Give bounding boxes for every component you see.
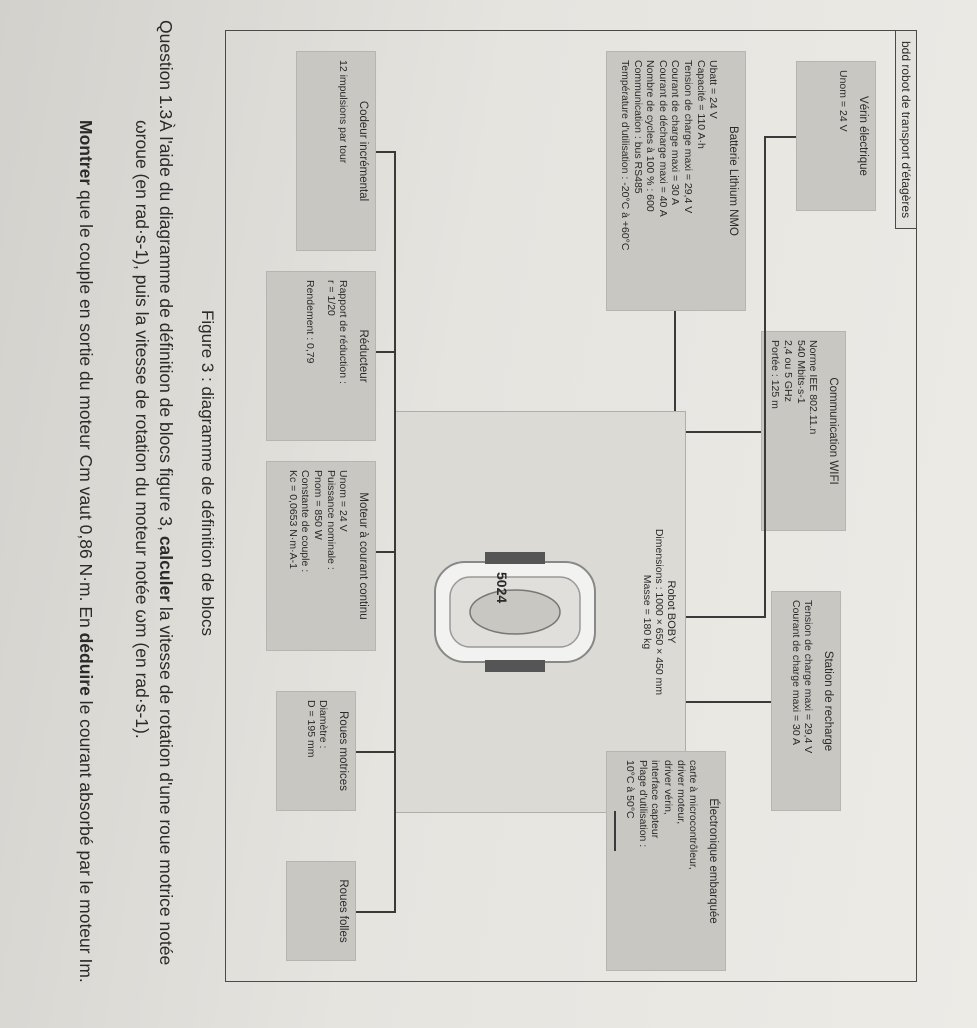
block-batterie-line: Tension de charge maxi = 29,4 V (682, 60, 695, 214)
block-moteur-line: Unom = 24 V (337, 470, 350, 532)
question-number: Question 1.3 (156, 20, 176, 120)
block-roues-folles (286, 861, 356, 961)
block-batterie-line: Courant de décharge maxi = 40 A (656, 60, 669, 217)
block-moteur-line: Puissance nominale : (324, 470, 337, 570)
question-keyword: calculer (156, 535, 176, 602)
wire (376, 351, 396, 353)
block-roues-motrices-line: Diamètre : (317, 700, 330, 749)
block-reducteur-line: Rapport de réduction : (337, 280, 350, 384)
block-batterie-line: Température d'utilisation : -20°C à +60°C (619, 60, 632, 251)
block-electronique-title: Électronique embarquée (707, 798, 719, 924)
block-robot-line: Dimensions : 1000 × 650 × 450 mm (653, 528, 665, 696)
question-keyword: Montrer (76, 120, 96, 186)
block-reducteur-title: Réducteur (357, 329, 369, 383)
block-electronique-line: carte à microcontrôleur, (687, 760, 700, 870)
block-communication (761, 331, 846, 531)
block-communication-title: Communication WIFI (827, 377, 839, 485)
block-electronique-line: interface capteur (649, 760, 662, 839)
block-moteur-line: Constante de couple : (299, 470, 312, 573)
block-communication-line: Portée : 125 m (769, 340, 782, 409)
block-communication-line: 540 Mbits·s-1 (794, 340, 807, 404)
question-text: la vitesse de rotation d'une roue motrice notée ωroue (en rad·s-1), puis la vitesse de rotation du moteur notée ωm (en rad·s-1). (132, 120, 176, 966)
block-codeur-line: 12 impulsions par tour (337, 60, 350, 164)
block-codeur (296, 51, 376, 251)
wire (356, 751, 396, 753)
block-reducteur-line: Rendement : 0,79 (304, 280, 317, 364)
wire (614, 811, 616, 851)
block-communication-line: Norme IEE 802.11.n (807, 340, 820, 435)
block-verin (796, 61, 876, 211)
wire (356, 911, 396, 913)
block-moteur-line: Kc = 0,0653 N·m·A-1 (286, 470, 299, 569)
block-batterie-line: Ubatt = 24 V (707, 60, 720, 119)
block-batterie-line: Courant de charge maxi = 30 A (669, 60, 682, 206)
robot-illustration (415, 532, 615, 692)
block-batterie-line: Capacité = 110 A·h (694, 60, 707, 149)
question-paragraph-2 (73, 120, 97, 990)
figure-caption: Figure 3 : diagramme de définition de blocs (198, 310, 217, 637)
block-verin-line: Unom = 24 V (837, 70, 850, 132)
block-roues-motrices (276, 691, 356, 811)
block-roues-motrices-line: D = 195 mm (304, 700, 317, 758)
block-station-title: Station de recharge (822, 650, 834, 752)
question-text: que le couple en sortie du moteur Cm vaut 0,86 N·m. En (76, 185, 96, 633)
wire (376, 151, 396, 153)
wire (394, 151, 396, 791)
block-electronique-line: driver vérin, (662, 760, 675, 815)
robot-tag: 5024 (494, 572, 510, 604)
wire (766, 136, 796, 138)
frame-title: bdd robot de transport d'étagères (895, 31, 916, 229)
block-robot-line: Masse = 180 kg (641, 574, 653, 650)
block-robot-title: Robot BOBY (665, 580, 677, 644)
block-batterie (606, 51, 746, 311)
wire (764, 136, 766, 616)
wire (686, 616, 766, 618)
block-roues-motrices-title: Roues motrices (337, 711, 349, 791)
block-station (771, 591, 841, 811)
block-reducteur (266, 271, 376, 441)
question-text: À l'aide du diagramme de définition de blocs figure 3, (156, 120, 176, 536)
block-moteur-title: Moteur à courant continu (357, 492, 369, 620)
wire (376, 551, 396, 553)
wire (674, 311, 676, 411)
block-batterie-line: Nombre de cycles à 100 % : 600 (644, 60, 657, 212)
block-batterie-line: Communication : bus RS485 (631, 60, 644, 194)
block-batterie-title: Batterie Lithium NMO (727, 126, 739, 236)
block-reducteur-line: r = 1/20 (324, 280, 337, 316)
block-moteur (266, 461, 376, 651)
block-moteur-line: Pnom = 850 W (312, 470, 325, 540)
block-communication-line: 2,4 ou 5 GHz (782, 340, 795, 402)
block-electronique-line: Plage d'utilisation : (636, 760, 649, 848)
block-electronique-line: driver moteur, (674, 760, 687, 825)
block-electronique (606, 751, 726, 971)
block-roues-folles-title: Roues folles (337, 879, 349, 943)
question-paragraph-1 (130, 120, 177, 990)
wire (686, 701, 771, 703)
block-station-line: Courant de charge maxi = 30 A (789, 600, 802, 746)
block-codeur-title: Codeur incrémental (357, 100, 369, 202)
bdd-frame (225, 30, 917, 982)
block-station-line: Tension de charge maxi = 29,4 V (802, 600, 815, 754)
question-keyword: déduire (76, 632, 96, 696)
question-text: le courant absorbé par le moteur Im. (76, 695, 96, 983)
block-verin-title: Vérin électrique (857, 96, 869, 176)
wire (394, 791, 396, 911)
wire (686, 431, 761, 433)
block-electronique-line: 10°C à 50°C (624, 760, 637, 819)
